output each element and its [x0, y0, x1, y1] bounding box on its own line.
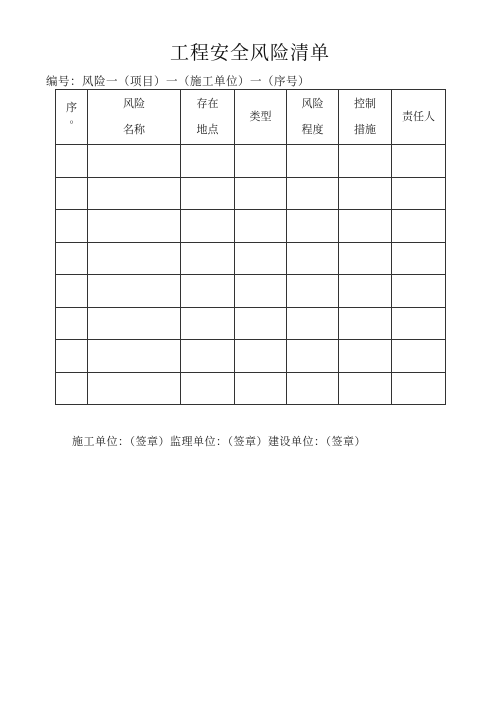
table-cell[interactable] [287, 307, 339, 340]
table-cell[interactable] [287, 145, 339, 178]
signature-line: 施工单位：（签章）监理单位：（签章）建设单位：（签章） [72, 435, 366, 448]
table-cell[interactable] [287, 242, 339, 275]
header-risk-name [88, 90, 181, 145]
risk-list-table [55, 89, 446, 405]
header-risk-level-line1: 风险 [301, 97, 324, 110]
table-cell[interactable] [235, 242, 287, 275]
table-cell[interactable] [88, 242, 181, 275]
table-cell[interactable] [287, 372, 339, 405]
table-cell[interactable] [56, 275, 88, 308]
table-cell[interactable] [56, 145, 88, 178]
header-control-measures-line2: 措施 [354, 123, 376, 136]
table-cell[interactable] [88, 145, 181, 178]
table-cell[interactable] [56, 177, 88, 210]
table-cell[interactable] [56, 340, 88, 373]
table-row [56, 242, 446, 275]
table-cell[interactable] [181, 177, 235, 210]
table-cell[interactable] [339, 275, 392, 308]
table-cell[interactable] [181, 340, 235, 373]
table-cell[interactable] [339, 177, 392, 210]
table-row [56, 210, 446, 243]
table-cell[interactable] [339, 340, 392, 373]
header-risk-name-line2: 名称 [123, 123, 145, 136]
header-seq [56, 90, 88, 145]
table-cell[interactable] [235, 275, 287, 308]
table-cell[interactable] [339, 242, 392, 275]
table-cell[interactable] [339, 210, 392, 243]
table-cell[interactable] [88, 307, 181, 340]
table-cell[interactable] [56, 372, 88, 405]
table-cell[interactable] [339, 145, 392, 178]
header-location-line1: 存在 [196, 97, 219, 110]
table-cell[interactable] [88, 177, 181, 210]
header-risk-level [287, 90, 339, 145]
header-control-measures-line1: 控制 [354, 97, 376, 110]
table-cell[interactable] [339, 372, 392, 405]
header-location [181, 90, 235, 145]
header-type-label: 类型 [249, 110, 272, 123]
table-cell[interactable] [392, 307, 446, 340]
table-body [56, 145, 446, 405]
table-cell[interactable] [235, 307, 287, 340]
table-cell[interactable] [56, 210, 88, 243]
header-responsible-person-label: 责任人 [402, 110, 435, 123]
table-cell[interactable] [181, 372, 235, 405]
table-cell[interactable] [88, 210, 181, 243]
table-cell[interactable] [181, 307, 235, 340]
document-number: 编号：风险一（项目）一（施工单位）一（序号） [46, 74, 310, 88]
table-header-row [56, 90, 446, 145]
table-cell[interactable] [88, 340, 181, 373]
table-cell[interactable] [287, 340, 339, 373]
table-row [56, 177, 446, 210]
table-cell[interactable] [181, 242, 235, 275]
header-location-line2: 地点 [196, 123, 219, 136]
table-cell[interactable] [235, 210, 287, 243]
table-cell[interactable] [287, 275, 339, 308]
table-cell[interactable] [181, 210, 235, 243]
table-cell[interactable] [392, 340, 446, 373]
table-cell[interactable] [235, 145, 287, 178]
table-cell[interactable] [88, 372, 181, 405]
table-cell[interactable] [287, 177, 339, 210]
table-cell[interactable] [56, 242, 88, 275]
table-row [56, 340, 446, 373]
table-cell[interactable] [392, 210, 446, 243]
table-cell[interactable] [235, 372, 287, 405]
table-row [56, 372, 446, 405]
table-row [56, 275, 446, 308]
header-responsible-person [392, 90, 446, 145]
header-risk-level-line2: 程度 [301, 123, 324, 136]
table-cell[interactable] [235, 340, 287, 373]
header-risk-name-line1: 风险 [123, 97, 145, 110]
table-row [56, 145, 446, 178]
table-row [56, 307, 446, 340]
table-cell[interactable] [339, 307, 392, 340]
table-cell[interactable] [392, 372, 446, 405]
header-seq-label: 序 [66, 101, 77, 114]
table-cell[interactable] [56, 307, 88, 340]
table-cell[interactable] [287, 210, 339, 243]
header-control-measures [339, 90, 392, 145]
table-cell[interactable] [392, 242, 446, 275]
table-cell[interactable] [181, 275, 235, 308]
header-seq-sub: º [69, 120, 74, 128]
table-cell[interactable] [181, 145, 235, 178]
header-type [235, 90, 287, 145]
table-cell[interactable] [235, 177, 287, 210]
table-cell[interactable] [392, 275, 446, 308]
table-cell[interactable] [392, 145, 446, 178]
table-cell[interactable] [88, 275, 181, 308]
table-cell[interactable] [392, 177, 446, 210]
document-title: 工程安全风险清单 [169, 42, 330, 64]
